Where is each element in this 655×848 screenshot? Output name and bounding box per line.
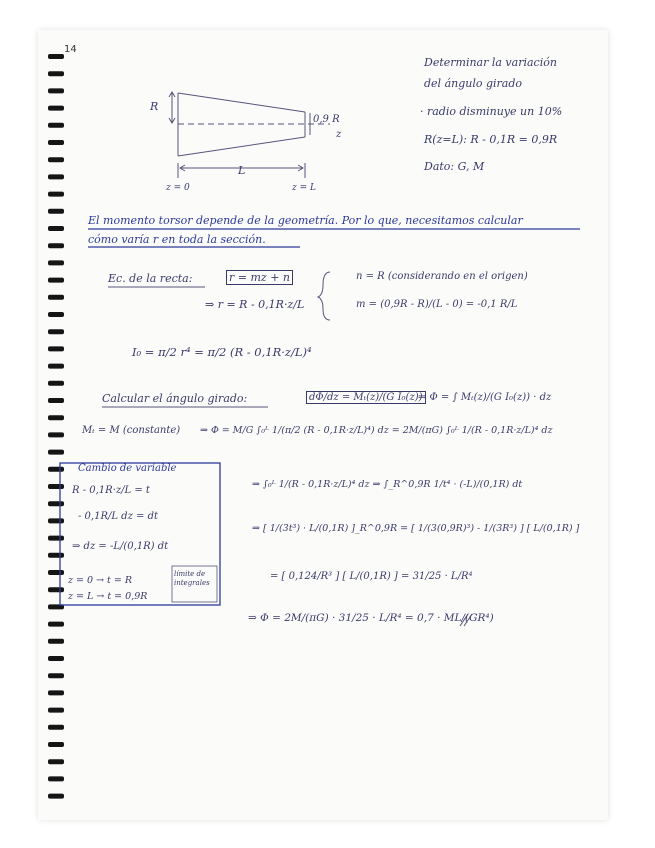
statement-line-3: · radio disminuye un 10% (420, 105, 563, 118)
recta-n-equation: n = R (considerando en el origen) (356, 271, 528, 282)
statement-line-2: del ángulo girado (424, 77, 523, 90)
angle-label: Calcular el ángulo girado: (102, 392, 248, 405)
figure-label-zl: z = L (292, 183, 316, 193)
integration-step-3: = [ 0,124/R³ ] [ L/(0,1R) ] = 31/25 · L/R⁴ (270, 571, 473, 582)
change-box-title: Cambio de variable (78, 463, 177, 474)
angle-box-equation: dΦ/dz = Mₜ(z)/(G I₀(z)) (306, 391, 426, 404)
constant-moment-label: Mₜ = M (constante) (82, 425, 181, 436)
page-number: 14 (64, 44, 77, 55)
angle-result-equation: ⇒ Φ = ∫ Mₜ(z)/(G I₀(z)) · dz (418, 392, 552, 403)
figure-label-l: L (238, 164, 246, 177)
statement-line-4: R(z=L): R - 0,1R = 0,9R (424, 133, 558, 146)
intro-line-1: El momento torsor depende de la geometría. Por lo que, necesitamos calcular (88, 214, 523, 227)
integration-step-2: ⇒ [ 1/(3t³) · L/(0,1R) ]_R^0,9R = [ 1/(3(0,9R)³) - 1/(3R³) ] [ L/(0,1R) ] (252, 523, 580, 534)
recta-label: Ec. de la recta: (108, 272, 193, 285)
change-box-line-3: ⇒ dz = -L/(0,1R) dt (72, 541, 169, 552)
figure-label-r: R (150, 100, 159, 113)
recta-m-equation: m = (0,9R - R)/(L - 0) = -0,1 R/L (356, 299, 518, 310)
change-box-line-5: z = L → t = 0,9R (68, 591, 148, 602)
tapered-shaft-figure (169, 92, 330, 178)
recta-equation-2: ⇒ r = R - 0,1R·z/L (205, 298, 305, 311)
change-box-line-4: z = 0 → t = R (68, 575, 133, 586)
statement-line-1: Determinar la variación (424, 56, 557, 69)
inertia-equation: I₀ = π/2 r⁴ = π/2 (R - 0,1R·z/L)⁴ (132, 345, 312, 359)
figure-label-z0: z = 0 (166, 183, 190, 193)
integration-step-1: ⇒ ∫₀ᴸ 1/(R - 0,1R·z/L)⁴ dz ⇒ ∫_R^0,9R 1/t⁴ · (-L)/(0,1R) dt (252, 479, 523, 490)
change-box-line-2: - 0,1R/L dz = dt (78, 511, 159, 522)
final-result: ⇒ Φ = 2M/(πG) · 31/25 · L/R⁴ = 0,7 · ML/(GR⁴) (248, 612, 494, 624)
recta-equation-1: r = mz + n (226, 270, 293, 285)
statement-line-5: Dato: G, M (424, 160, 485, 173)
constant-moment-equation: ⇒ Φ = M/G ∫₀ᴸ 1/(π/2 (R - 0,1R·z/L)⁴) dz = 2M/(πG) ∫₀ᴸ 1/(R - 0,1R·z/L)⁴ dz (200, 425, 553, 436)
figure-label-z: z (336, 129, 342, 140)
intro-line-2: cómo varía r en toda la sección. (88, 233, 266, 246)
figure-label-09r: 0,9 R (313, 114, 340, 125)
change-box-line-1: R - 0,1R·z/L = t (72, 485, 150, 496)
change-box-limits-note: límite de integrales (174, 570, 210, 587)
